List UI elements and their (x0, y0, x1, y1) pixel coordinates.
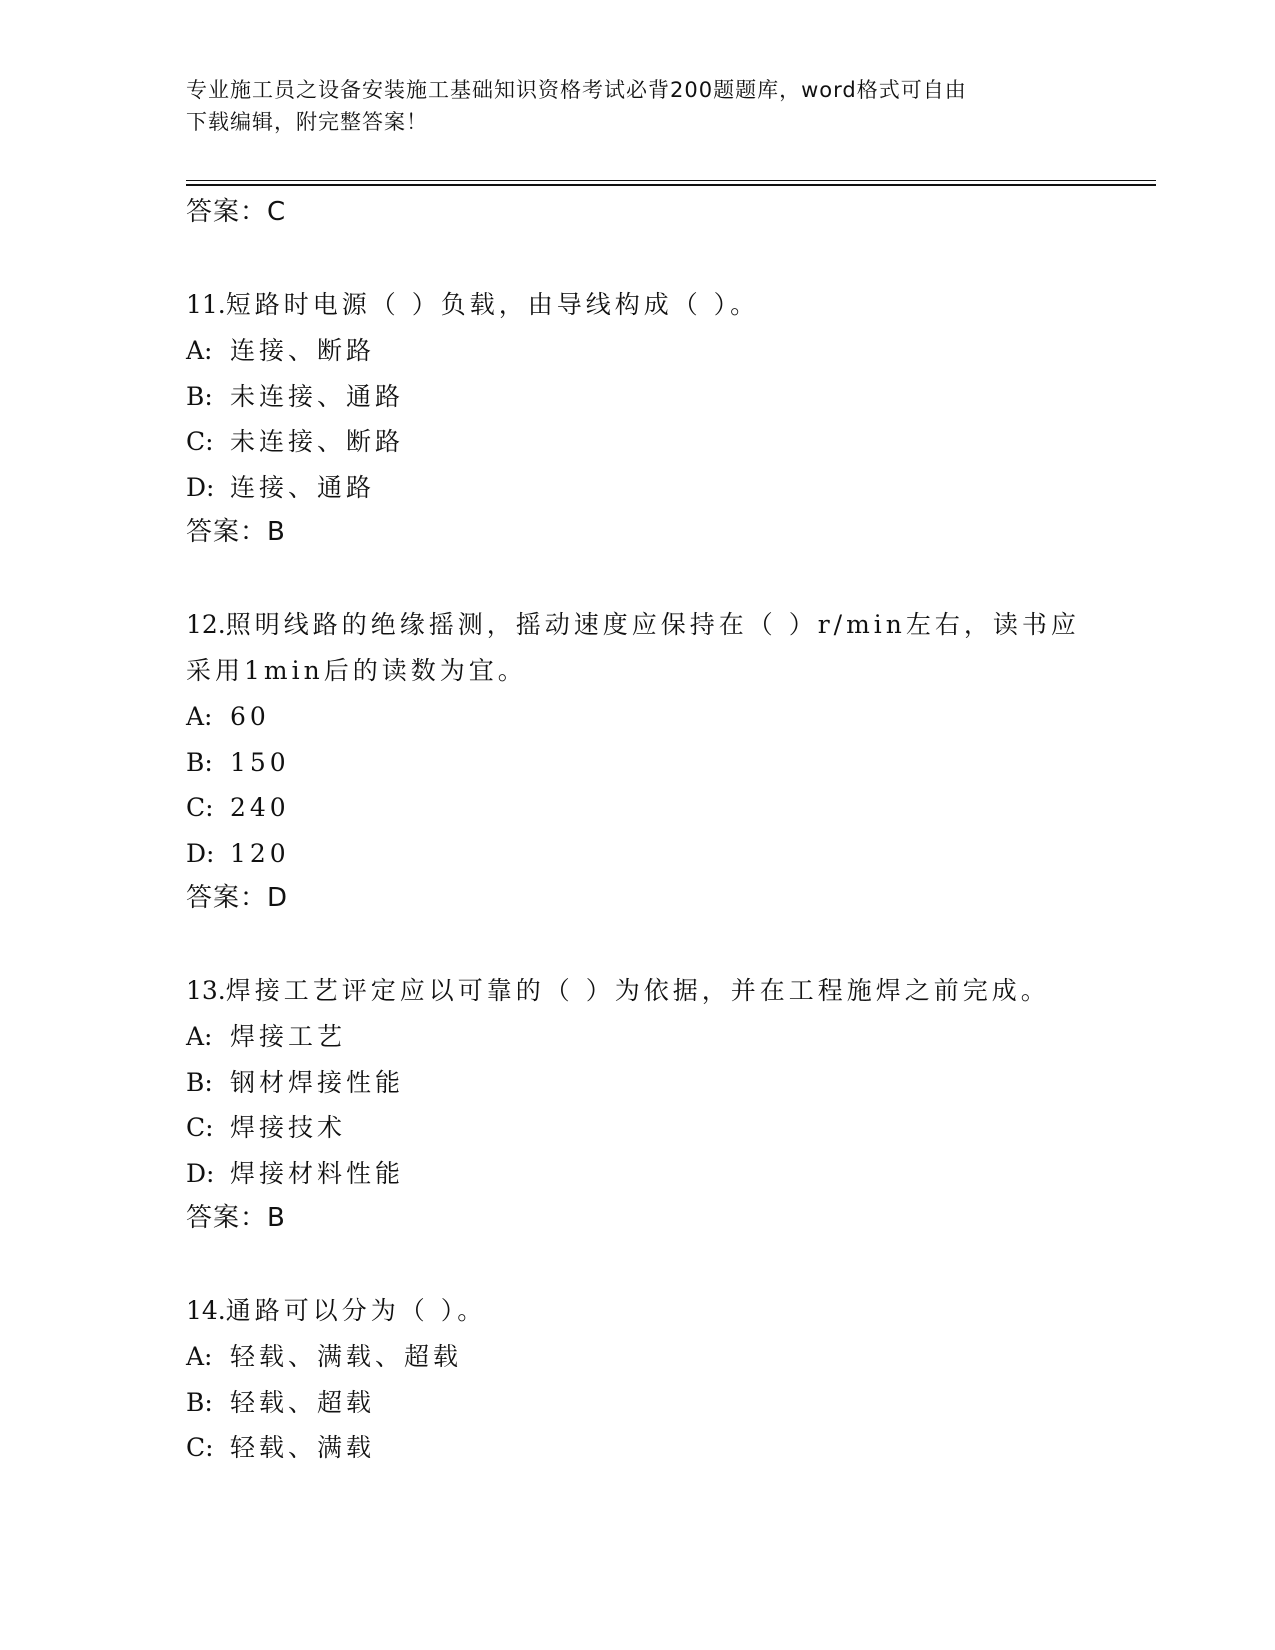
question-number: 12. (186, 610, 226, 639)
question-number: 11. (186, 290, 226, 319)
option-c: C: 240 (186, 793, 290, 822)
option-a: A: 60 (186, 702, 270, 731)
option-a: A: 轻载、满载、超载 (186, 1342, 463, 1371)
answer-line: 答案：B (186, 1203, 286, 1233)
option-a: A: 连接、断路 (186, 336, 376, 365)
document-header (186, 74, 1066, 138)
answer-line: 答案：B (186, 517, 286, 547)
option-a: A: 焊接工艺 (186, 1022, 347, 1051)
question-stem (186, 602, 1086, 648)
option-d: D: 120 (186, 838, 290, 868)
question-text: 通路可以分为（ ）。 (225, 1296, 487, 1325)
answer-line: 答案：D (186, 883, 289, 913)
question-item (186, 968, 1086, 1240)
option-b: B: 150 (186, 747, 290, 777)
question-item (186, 282, 1086, 554)
question-number: 13. (186, 976, 226, 1005)
spacer (186, 234, 1086, 282)
option-c: C: 焊接技术 (186, 1113, 347, 1142)
option-d: D: 连接、通路 (186, 472, 376, 502)
header-line-1: 专业施工员之设备安装施工基础知识资格考试必背200题题库，word格式可自由 (186, 78, 967, 102)
answer-line: 答案：C (186, 197, 287, 227)
question-text: 照明线路的绝缘摇测，摇动速度应保持在（ ）r/min左右，读书应 (225, 610, 1080, 639)
question-text: 短路时电源（ ）负载，由导线构成（ ）。 (225, 290, 760, 319)
question-number: 14. (186, 1296, 226, 1325)
spacer (186, 920, 1086, 968)
header-rule-thick (186, 184, 1156, 186)
spacer (186, 554, 1086, 602)
question-list (186, 190, 1086, 1471)
question-item (186, 1288, 1086, 1471)
header-rule-thin (186, 180, 1156, 181)
spacer (186, 1240, 1086, 1288)
question-stem (186, 968, 1086, 1014)
question-stem (186, 1288, 1086, 1334)
option-b: B: 钢材焊接性能 (186, 1067, 405, 1097)
question-stem-continued: 采用1min后的读数为宜。 (186, 656, 527, 685)
option-c: C: 未连接、断路 (186, 427, 405, 456)
question-stem (186, 282, 1086, 328)
question-item (186, 602, 1086, 920)
option-b: B: 轻载、超载 (186, 1387, 376, 1417)
option-d: D: 焊接材料性能 (186, 1158, 405, 1188)
header-line-2: 下载编辑，附完整答案！ (186, 110, 428, 134)
option-b: B: 未连接、通路 (186, 381, 405, 411)
question-text: 焊接工艺评定应以可靠的（ ）为依据，并在工程施焊之前完成。 (225, 976, 1050, 1005)
option-c: C: 轻载、满载 (186, 1433, 376, 1462)
